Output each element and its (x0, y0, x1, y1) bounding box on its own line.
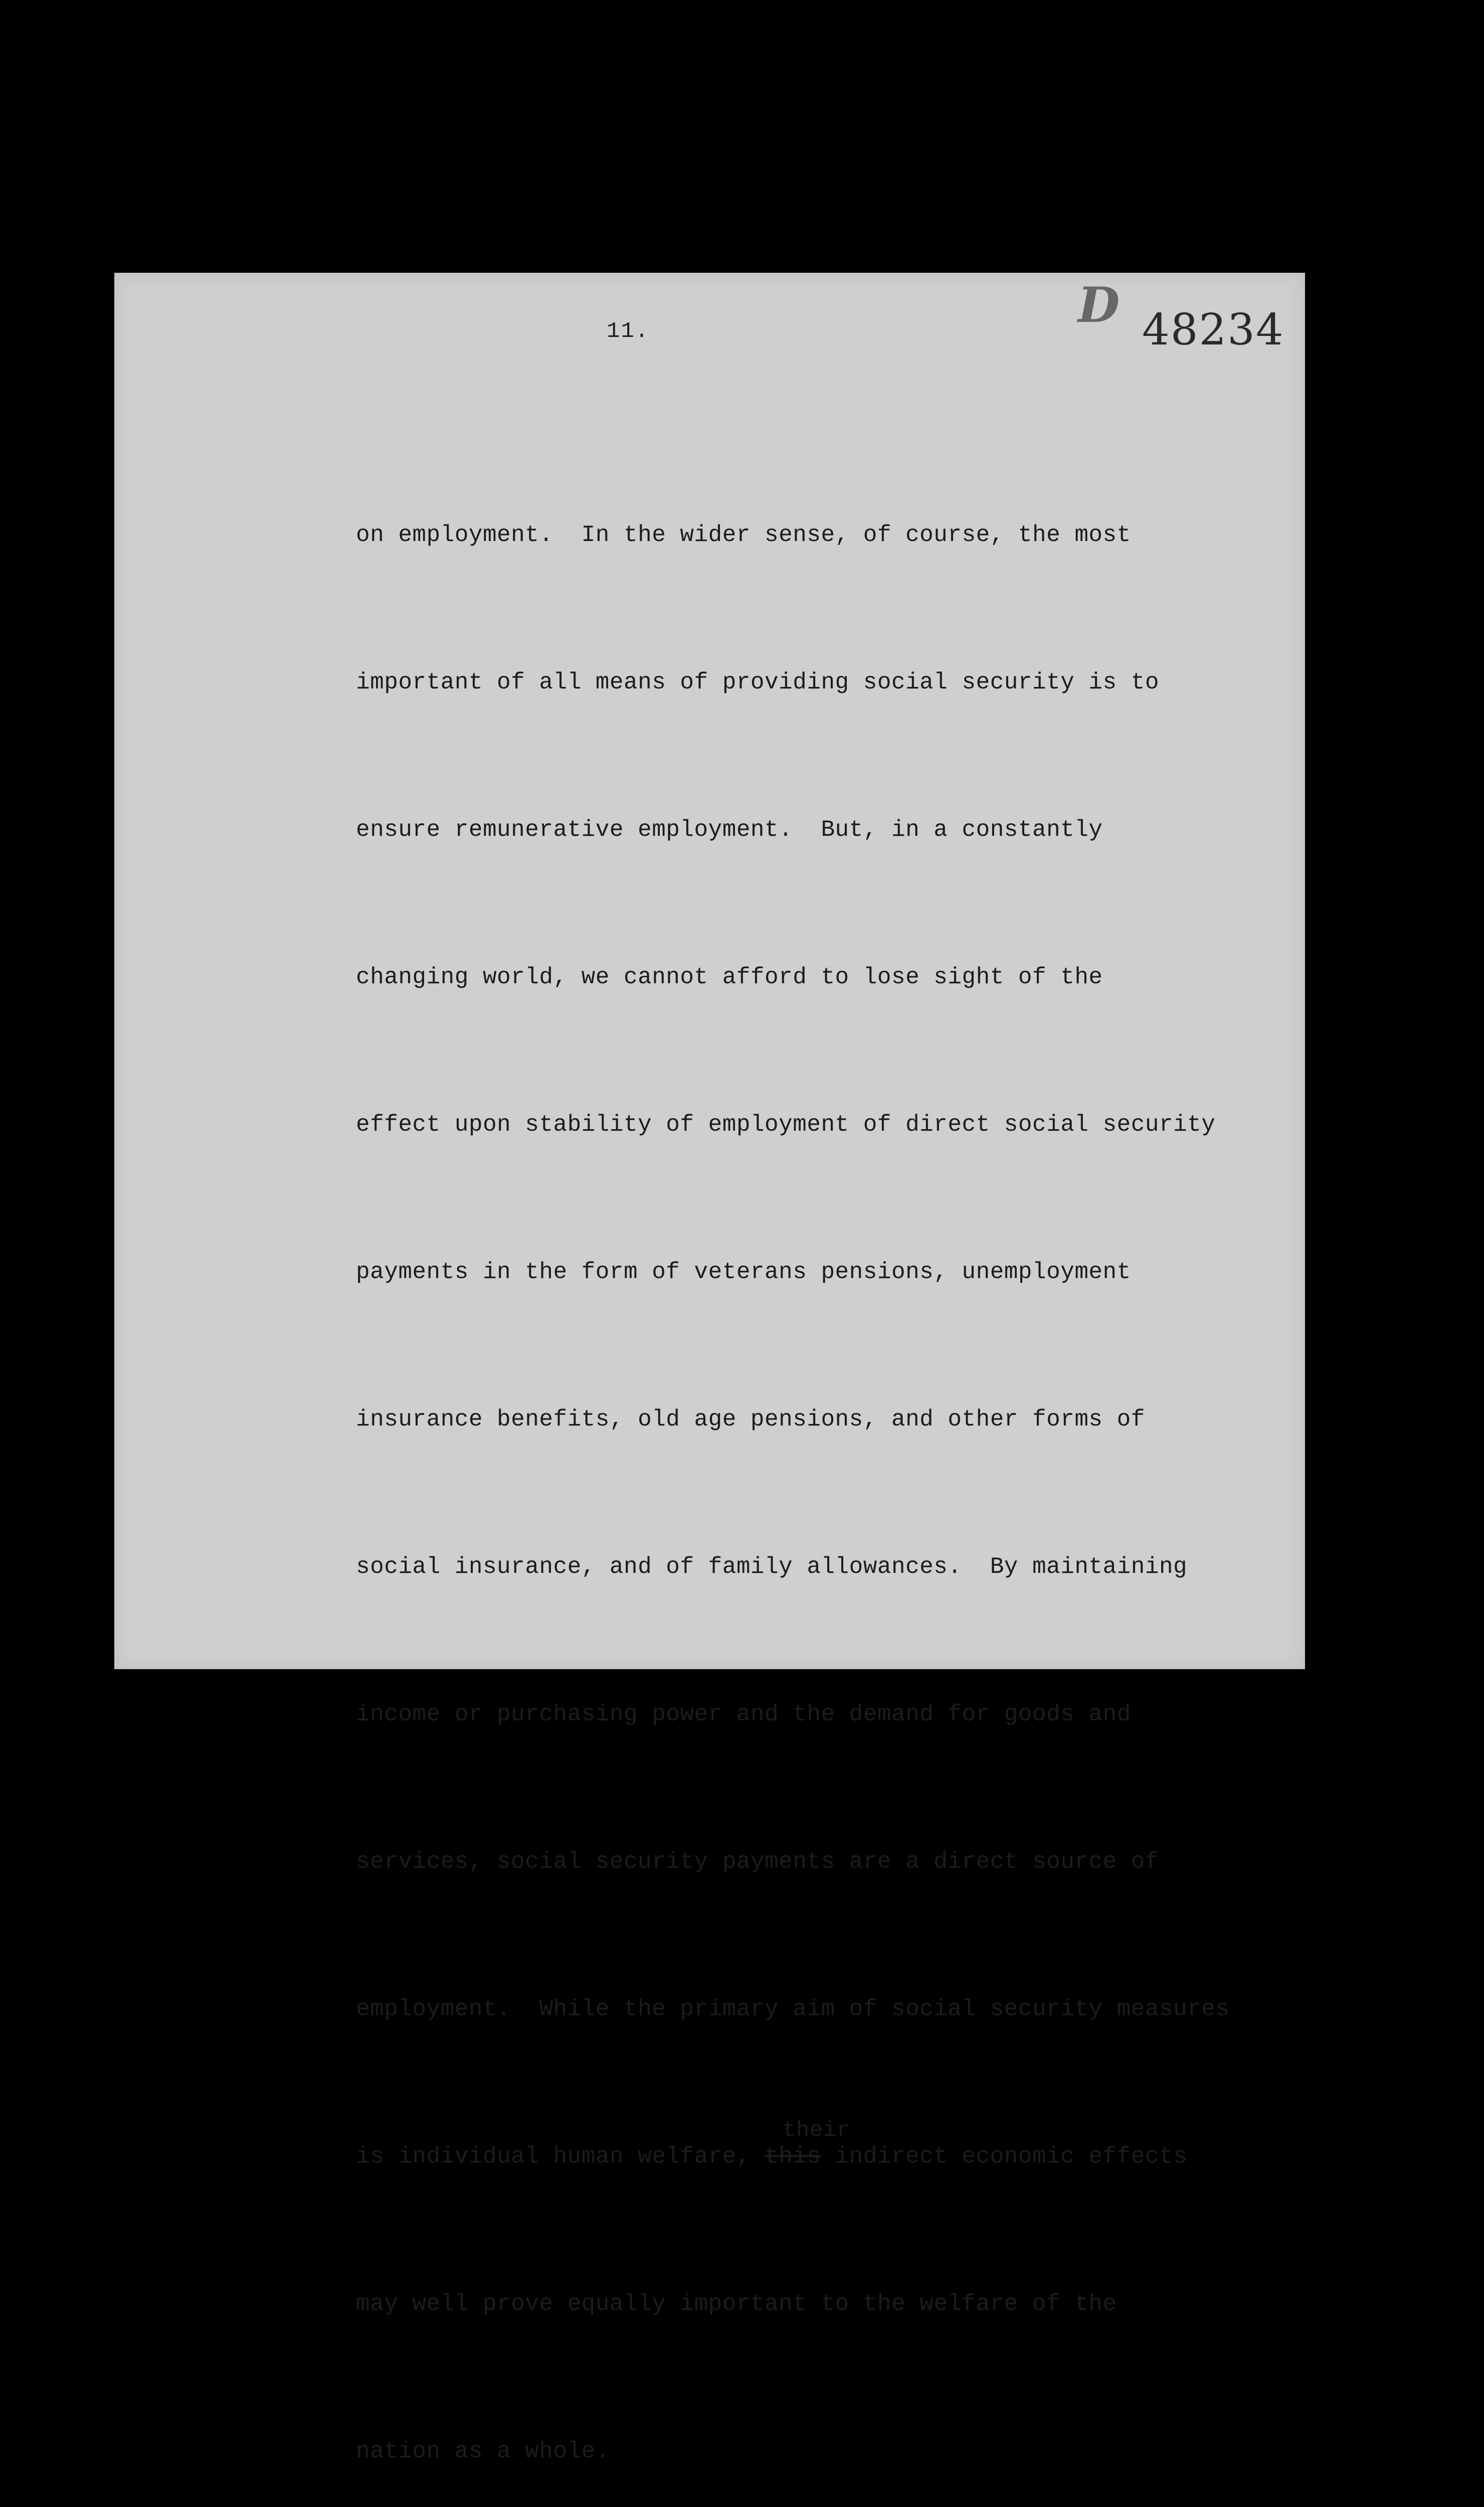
text-line: social insurance, and of family allowances. By maintaining (356, 1554, 1188, 1580)
text-line: on employment. In the wider sense, of course, the most (356, 522, 1131, 548)
text-line: services, social security payments are a direct source of (356, 1849, 1159, 1875)
stamp-letter: D (1078, 277, 1120, 333)
correction-before: is individual human welfare, (356, 2143, 765, 2170)
document-page (114, 273, 1305, 2464)
page-number: 11. (607, 319, 650, 344)
text-line: income or purchasing power and the demand for goods and (356, 1701, 1131, 1727)
text-line: employment. While the primary aim of social security measures (356, 1996, 1230, 2022)
text-line: may well prove equally important to the welfare of the (356, 2291, 1117, 2317)
text-line: insurance benefits, old age pensions, and other forms of (356, 1406, 1145, 1432)
text-line: effect upon stability of employment of direct social security (356, 1112, 1216, 1138)
document-number: 48234 (1142, 305, 1284, 355)
struck-word: this (765, 2143, 821, 2170)
inserted-word: their (783, 2118, 850, 2143)
text-line: payments in the form of veterans pensions, unemployment (356, 1259, 1131, 1285)
text-line: changing world, we cannot afford to lose sight of the (356, 964, 1103, 990)
text-line: nation as a whole. (356, 2438, 610, 2464)
text-line: important of all means of providing social security is to (356, 669, 1159, 695)
correction-after: indirect economic effects (821, 2143, 1188, 2170)
correction-line (356, 2118, 1288, 2181)
typed-body (356, 412, 1288, 2507)
text-line: ensure remunerative employment. But, in a constantly (356, 817, 1103, 843)
